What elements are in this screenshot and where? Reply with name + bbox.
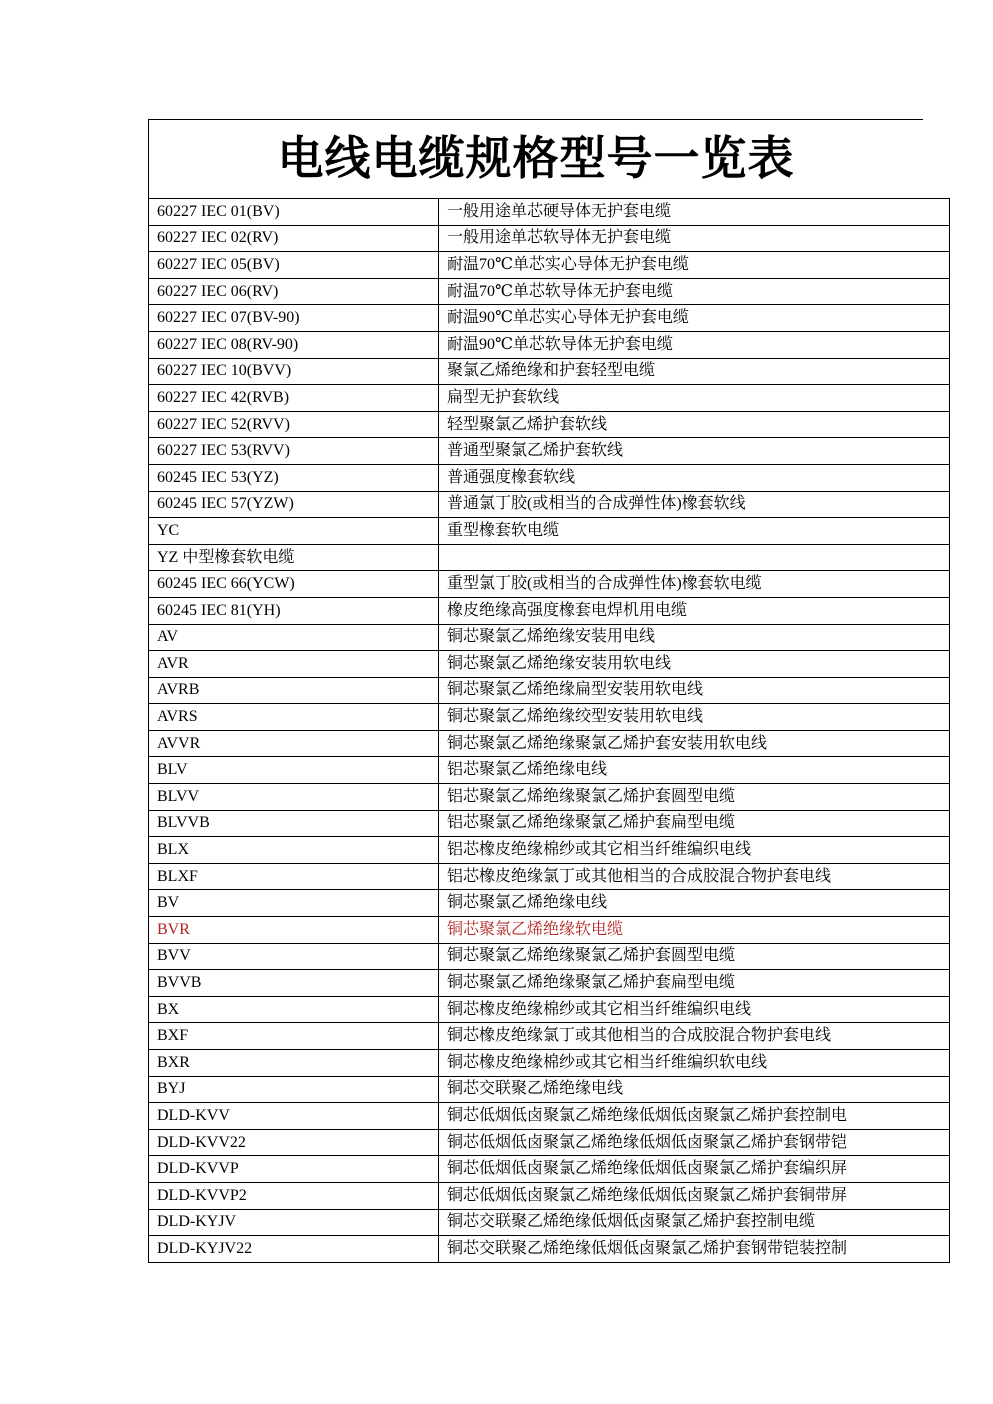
page-title: 电线电缆规格型号一览表 bbox=[277, 133, 795, 184]
description-cell: 聚氯乙烯绝缘和护套轻型电缆 bbox=[439, 358, 950, 385]
description-cell: 扁型无护套软线 bbox=[439, 385, 950, 412]
model-cell: BLVVB bbox=[149, 810, 439, 837]
table-row bbox=[149, 784, 950, 811]
description-cell: 铜芯聚氯乙烯绝缘软电缆 bbox=[439, 917, 950, 944]
table-row bbox=[149, 331, 950, 358]
model-cell: DLD-KVVP2 bbox=[149, 1182, 439, 1209]
description-cell: 铜芯聚氯乙烯绝缘安装用软电线 bbox=[439, 651, 950, 678]
model-cell: BXF bbox=[149, 1023, 439, 1050]
description-cell: 铝芯聚氯乙烯绝缘电线 bbox=[439, 757, 950, 784]
description-cell: 铜芯交联聚乙烯绝缘低烟低卤聚氯乙烯护套钢带铠装控制 bbox=[439, 1236, 950, 1263]
description-cell: 铜芯聚氯乙烯绝缘安装用电线 bbox=[439, 624, 950, 651]
model-cell: DLD-KVV bbox=[149, 1103, 439, 1130]
model-cell: YZ 中型橡套软电缆 bbox=[149, 544, 439, 571]
description-cell: 耐温90℃单芯软导体无护套电缆 bbox=[439, 331, 950, 358]
model-cell: 60227 IEC 02(RV) bbox=[149, 225, 439, 252]
description-cell: 铜芯聚氯乙烯绝缘绞型安装用软电线 bbox=[439, 704, 950, 731]
table-row bbox=[149, 996, 950, 1023]
table-row bbox=[149, 358, 950, 385]
document-page bbox=[148, 119, 923, 1263]
table-row bbox=[149, 704, 950, 731]
table-row bbox=[149, 837, 950, 864]
model-cell: AVVR bbox=[149, 730, 439, 757]
table-row bbox=[149, 597, 950, 624]
table-row bbox=[149, 730, 950, 757]
description-cell: 铝芯聚氯乙烯绝缘聚氯乙烯护套圆型电缆 bbox=[439, 784, 950, 811]
model-cell: BVR bbox=[149, 917, 439, 944]
table-row bbox=[149, 943, 950, 970]
description-cell bbox=[439, 544, 950, 571]
table-row bbox=[149, 651, 950, 678]
model-cell: BYJ bbox=[149, 1076, 439, 1103]
table-row bbox=[149, 677, 950, 704]
model-cell: BVVB bbox=[149, 970, 439, 997]
table-row bbox=[149, 1050, 950, 1077]
model-cell: 60245 IEC 66(YCW) bbox=[149, 571, 439, 598]
table-row bbox=[149, 1236, 950, 1263]
table-row bbox=[149, 810, 950, 837]
description-cell: 一般用途单芯软导体无护套电缆 bbox=[439, 225, 950, 252]
description-cell: 铜芯聚氯乙烯绝缘聚氯乙烯护套扁型电缆 bbox=[439, 970, 950, 997]
model-cell: BVV bbox=[149, 943, 439, 970]
table-row bbox=[149, 278, 950, 305]
model-cell: DLD-KVV22 bbox=[149, 1129, 439, 1156]
model-cell: 60245 IEC 57(YZW) bbox=[149, 491, 439, 518]
description-cell: 铜芯橡皮绝缘棉纱或其它相当纤维编织软电线 bbox=[439, 1050, 950, 1077]
table-row bbox=[149, 917, 950, 944]
table-row bbox=[149, 491, 950, 518]
description-cell: 铜芯聚氯乙烯绝缘聚氯乙烯护套圆型电缆 bbox=[439, 943, 950, 970]
table-row bbox=[149, 1129, 950, 1156]
model-cell: BLX bbox=[149, 837, 439, 864]
spec-table bbox=[148, 198, 950, 1263]
table-row bbox=[149, 305, 950, 332]
table-row bbox=[149, 411, 950, 438]
table-row bbox=[149, 757, 950, 784]
table-row bbox=[149, 1156, 950, 1183]
table-row bbox=[149, 464, 950, 491]
description-cell: 铝芯橡皮绝缘棉纱或其它相当纤维编织电线 bbox=[439, 837, 950, 864]
table-row bbox=[149, 863, 950, 890]
table-row bbox=[149, 970, 950, 997]
table-row bbox=[149, 890, 950, 917]
description-cell: 铝芯橡皮绝缘氯丁或其他相当的合成胶混合物护套电线 bbox=[439, 863, 950, 890]
spec-table-body bbox=[149, 199, 950, 1263]
model-cell: BXR bbox=[149, 1050, 439, 1077]
description-cell: 铜芯橡皮绝缘棉纱或其它相当纤维编织电线 bbox=[439, 996, 950, 1023]
description-cell: 铜芯低烟低卤聚氯乙烯绝缘低烟低卤聚氯乙烯护套钢带铠 bbox=[439, 1129, 950, 1156]
description-cell: 铜芯交联聚乙烯绝缘电线 bbox=[439, 1076, 950, 1103]
model-cell: 60227 IEC 05(BV) bbox=[149, 252, 439, 279]
description-cell: 铜芯交联聚乙烯绝缘低烟低卤聚氯乙烯护套控制电缆 bbox=[439, 1209, 950, 1236]
description-cell: 铜芯低烟低卤聚氯乙烯绝缘低烟低卤聚氯乙烯护套编织屏 bbox=[439, 1156, 950, 1183]
model-cell: 60227 IEC 08(RV-90) bbox=[149, 331, 439, 358]
table-row bbox=[149, 518, 950, 545]
table-row bbox=[149, 1182, 950, 1209]
description-cell: 橡皮绝缘高强度橡套电焊机用电缆 bbox=[439, 597, 950, 624]
model-cell: 60227 IEC 42(RVB) bbox=[149, 385, 439, 412]
table-row bbox=[149, 225, 950, 252]
table-row bbox=[149, 544, 950, 571]
description-cell: 耐温90℃单芯实心导体无护套电缆 bbox=[439, 305, 950, 332]
table-row bbox=[149, 1076, 950, 1103]
table-row bbox=[149, 385, 950, 412]
description-cell: 铝芯聚氯乙烯绝缘聚氯乙烯护套扁型电缆 bbox=[439, 810, 950, 837]
model-cell: 60227 IEC 53(RVV) bbox=[149, 438, 439, 465]
table-row bbox=[149, 571, 950, 598]
model-cell: 60227 IEC 07(BV-90) bbox=[149, 305, 439, 332]
table-row bbox=[149, 252, 950, 279]
table-row bbox=[149, 199, 950, 226]
model-cell: DLD-KVVP bbox=[149, 1156, 439, 1183]
description-cell: 耐温70℃单芯实心导体无护套电缆 bbox=[439, 252, 950, 279]
description-cell: 铜芯低烟低卤聚氯乙烯绝缘低烟低卤聚氯乙烯护套铜带屏 bbox=[439, 1182, 950, 1209]
model-cell: BLXF bbox=[149, 863, 439, 890]
description-cell: 铜芯低烟低卤聚氯乙烯绝缘低烟低卤聚氯乙烯护套控制电 bbox=[439, 1103, 950, 1130]
model-cell: DLD-KYJV bbox=[149, 1209, 439, 1236]
table-row bbox=[149, 624, 950, 651]
model-cell: DLD-KYJV22 bbox=[149, 1236, 439, 1263]
description-cell: 铜芯聚氯乙烯绝缘电线 bbox=[439, 890, 950, 917]
description-cell: 重型橡套软电缆 bbox=[439, 518, 950, 545]
model-cell: YC bbox=[149, 518, 439, 545]
description-cell: 铜芯聚氯乙烯绝缘聚氯乙烯护套安装用软电线 bbox=[439, 730, 950, 757]
model-cell: BV bbox=[149, 890, 439, 917]
table-row bbox=[149, 1209, 950, 1236]
description-cell: 耐温70℃单芯软导体无护套电缆 bbox=[439, 278, 950, 305]
model-cell: BLV bbox=[149, 757, 439, 784]
model-cell: BX bbox=[149, 996, 439, 1023]
description-cell: 普通强度橡套软线 bbox=[439, 464, 950, 491]
description-cell: 铜芯橡皮绝缘氯丁或其他相当的合成胶混合物护套电线 bbox=[439, 1023, 950, 1050]
description-cell: 铜芯聚氯乙烯绝缘扁型安装用软电线 bbox=[439, 677, 950, 704]
table-row bbox=[149, 1023, 950, 1050]
description-cell: 一般用途单芯硬导体无护套电缆 bbox=[439, 199, 950, 226]
description-cell: 轻型聚氯乙烯护套软线 bbox=[439, 411, 950, 438]
model-cell: 60245 IEC 81(YH) bbox=[149, 597, 439, 624]
model-cell: 60227 IEC 06(RV) bbox=[149, 278, 439, 305]
table-row bbox=[149, 438, 950, 465]
model-cell: 60227 IEC 52(RVV) bbox=[149, 411, 439, 438]
description-cell: 普通氯丁胶(或相当的合成弹性体)橡套软线 bbox=[439, 491, 950, 518]
model-cell: 60245 IEC 53(YZ) bbox=[149, 464, 439, 491]
description-cell: 重型氯丁胶(或相当的合成弹性体)橡套软电缆 bbox=[439, 571, 950, 598]
description-cell: 普通型聚氯乙烯护套软线 bbox=[439, 438, 950, 465]
model-cell: BLVV bbox=[149, 784, 439, 811]
model-cell: AV bbox=[149, 624, 439, 651]
model-cell: AVRB bbox=[149, 677, 439, 704]
table-row bbox=[149, 1103, 950, 1130]
model-cell: AVRS bbox=[149, 704, 439, 731]
model-cell: 60227 IEC 01(BV) bbox=[149, 199, 439, 226]
title-box bbox=[148, 119, 923, 199]
model-cell: 60227 IEC 10(BVV) bbox=[149, 358, 439, 385]
model-cell: AVR bbox=[149, 651, 439, 678]
